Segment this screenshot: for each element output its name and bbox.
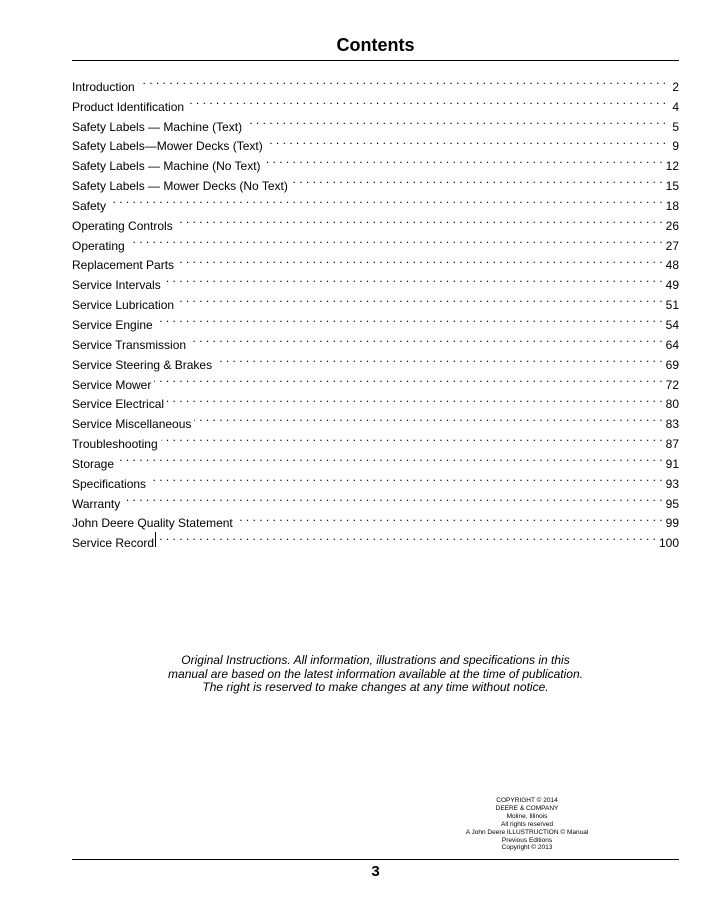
toc-entry[interactable] bbox=[72, 369, 679, 392]
copyright-line: COPYRIGHT © 2014 bbox=[496, 797, 558, 804]
toc-leader-dots bbox=[189, 329, 663, 349]
toc-leader-dots bbox=[156, 309, 663, 329]
original-instructions-notice bbox=[100, 654, 651, 695]
toc-leader-dots bbox=[128, 230, 663, 250]
toc-entry[interactable] bbox=[72, 389, 679, 412]
toc-entry-label: Service Engine bbox=[72, 317, 153, 332]
toc-entry-label: Service Steering & Brakes bbox=[72, 357, 213, 372]
notice-line: Original Instructions. All information, illustrations and specifications in this bbox=[181, 653, 570, 667]
toc-entry-page: 91 bbox=[665, 456, 679, 471]
toc-entry-page: 93 bbox=[665, 476, 679, 491]
toc-leader-dots bbox=[149, 468, 663, 488]
toc-entry-label: Service Intervals bbox=[72, 278, 161, 293]
toc-entry-label: Safety Labels — Machine (Text) bbox=[72, 119, 243, 134]
toc-leader-dots bbox=[176, 210, 663, 230]
toc-entry-page: 2 bbox=[672, 79, 679, 94]
copyright-line: Moline, Illinois bbox=[506, 812, 548, 820]
title-divider bbox=[72, 60, 679, 61]
toc-entry-page: 64 bbox=[665, 337, 679, 352]
toc-entry-label: Service Transmission bbox=[72, 337, 187, 352]
toc-entry-label: Safety bbox=[72, 198, 107, 213]
toc-leader-dots bbox=[123, 488, 662, 508]
toc-entry[interactable] bbox=[72, 527, 679, 551]
toc-entry[interactable] bbox=[72, 269, 679, 293]
copyright-line: Previous Editions bbox=[501, 836, 553, 844]
toc-entry-page: 100 bbox=[658, 536, 679, 551]
toc-entry[interactable] bbox=[72, 91, 679, 114]
toc-leader-dots bbox=[264, 150, 663, 170]
toc-entry-label: Warranty bbox=[72, 496, 121, 511]
toc-entry-page: 95 bbox=[665, 496, 679, 511]
toc-leader-dots bbox=[138, 71, 666, 91]
copyright-block bbox=[447, 797, 607, 852]
toc-entry[interactable] bbox=[72, 448, 679, 471]
toc-entry-label: Service Record bbox=[72, 536, 155, 551]
toc-entry-page: 15 bbox=[665, 179, 679, 194]
toc-leader-dots bbox=[164, 269, 663, 289]
toc-entry-label: Service Miscellaneous bbox=[72, 417, 192, 432]
toc-leader-dots bbox=[266, 131, 666, 151]
page-number: 3 bbox=[371, 863, 380, 880]
toc-leader-dots bbox=[291, 170, 663, 190]
toc-entry[interactable] bbox=[72, 190, 679, 213]
toc-entry-label: Service Mower bbox=[72, 377, 152, 392]
copyright-line: Copyright © 2013 bbox=[501, 844, 553, 852]
toc-entry-page: 5 bbox=[672, 119, 679, 134]
toc-entry-label: Safety Labels—Mower Decks (Text) bbox=[72, 139, 263, 154]
toc-entry-page: 27 bbox=[665, 238, 679, 253]
toc-entry-label: Troubleshooting bbox=[72, 437, 158, 452]
toc-entry-label: John Deere Quality Statement bbox=[72, 516, 233, 531]
toc-leader-dots bbox=[154, 369, 662, 389]
copyright-line: A John Deere ILLUSTRUCTION © Manual bbox=[465, 828, 589, 836]
toc-entry-label: Safety Labels — Machine (No Text) bbox=[72, 159, 261, 174]
toc-entry[interactable] bbox=[72, 250, 679, 273]
toc-entry-page: 48 bbox=[665, 258, 679, 273]
toc-entry-page: 54 bbox=[665, 317, 679, 332]
page-title: Contents bbox=[336, 35, 415, 55]
toc-entry-label: Service Lubrication bbox=[72, 298, 175, 313]
toc-entry[interactable] bbox=[72, 230, 679, 253]
toc-entry-label: Introduction bbox=[72, 79, 135, 94]
toc-entry-page: 12 bbox=[665, 159, 679, 174]
copyright-line: DEERE & COMPANY bbox=[495, 804, 559, 812]
toc-entry-label: Operating Controls bbox=[72, 218, 173, 233]
toc-entry[interactable] bbox=[72, 508, 679, 531]
toc-entry-page: 99 bbox=[665, 516, 679, 531]
toc-entry-page: 9 bbox=[672, 139, 679, 154]
table-of-contents bbox=[72, 71, 679, 551]
toc-entry-page: 87 bbox=[665, 437, 679, 452]
toc-entry-label: Replacement Parts bbox=[72, 258, 175, 273]
toc-entry-page: 72 bbox=[665, 377, 679, 392]
notice-line: The right is reserved to make changes at any time without notice. bbox=[202, 680, 549, 694]
toc-entry[interactable] bbox=[72, 309, 679, 332]
toc-leader-dots bbox=[236, 508, 663, 528]
toc-entry-label: Safety Labels — Mower Decks (No Text) bbox=[72, 179, 288, 194]
toc-entry-label: Storage bbox=[72, 456, 115, 471]
toc-entry-label: Specifications bbox=[72, 476, 147, 491]
toc-entry-page: 51 bbox=[665, 298, 679, 313]
toc-entry[interactable] bbox=[72, 210, 679, 233]
toc-leader-dots bbox=[187, 91, 666, 111]
toc-leader-dots bbox=[245, 111, 666, 131]
toc-entry-page: 69 bbox=[665, 357, 679, 372]
toc-leader-dots bbox=[177, 289, 663, 309]
toc-entry[interactable] bbox=[72, 468, 679, 491]
toc-leader-dots bbox=[167, 389, 663, 409]
toc-entry-label: Operating bbox=[72, 238, 125, 253]
toc-entry[interactable] bbox=[72, 289, 679, 313]
toc-entry[interactable] bbox=[72, 488, 679, 511]
toc-entry[interactable] bbox=[72, 329, 679, 352]
toc-leader-dots bbox=[109, 190, 663, 210]
toc-leader-dots bbox=[161, 428, 663, 448]
toc-entry[interactable] bbox=[72, 428, 679, 452]
toc-leader-dots bbox=[215, 349, 663, 369]
toc-entry[interactable] bbox=[72, 71, 679, 94]
toc-entry-label: Service Electrical bbox=[72, 397, 165, 412]
toc-entry-page: 80 bbox=[665, 397, 679, 412]
toc-entry-page: 26 bbox=[665, 218, 679, 233]
text-cursor bbox=[155, 532, 156, 547]
toc-entry-label: Product Identification bbox=[72, 99, 185, 114]
notice-line: manual are based on the latest information available at the time of publication. bbox=[168, 666, 583, 681]
toc-leader-dots bbox=[194, 408, 662, 428]
toc-entry-page: 83 bbox=[665, 417, 679, 432]
toc-leader-dots bbox=[159, 527, 656, 547]
toc-entry-page: 49 bbox=[665, 278, 679, 293]
toc-entry-page: 18 bbox=[665, 198, 679, 213]
footer-divider bbox=[72, 859, 679, 860]
toc-leader-dots bbox=[117, 448, 663, 468]
toc-leader-dots bbox=[177, 250, 663, 270]
copyright-line: All rights reserved bbox=[500, 820, 554, 828]
toc-entry-page: 4 bbox=[672, 99, 679, 114]
